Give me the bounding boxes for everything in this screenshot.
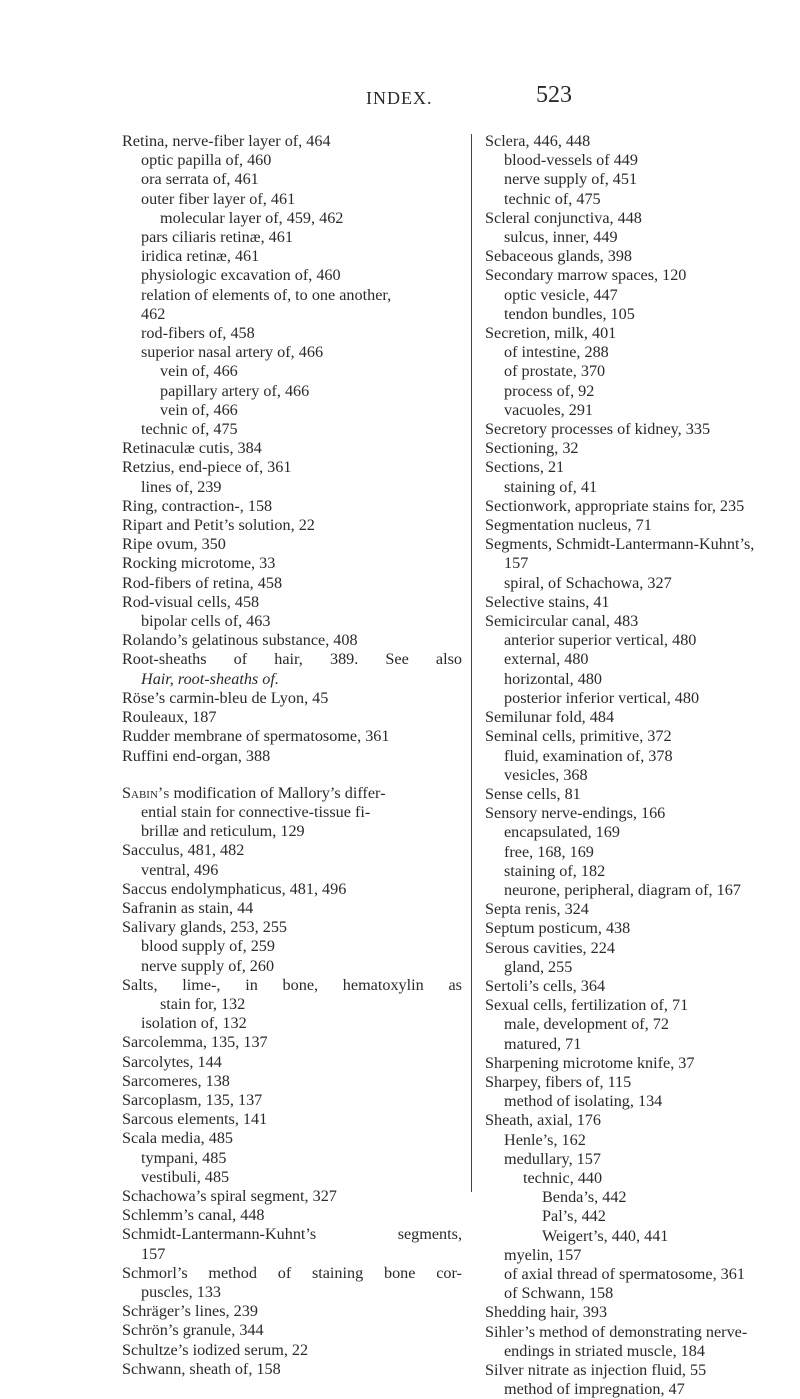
index-subentry: lines of, 239 <box>141 477 222 496</box>
index-subentry: of prostate, 370 <box>504 362 606 381</box>
index-entry: Sertoli’s cells, 364 <box>485 976 606 995</box>
index-subentry: of axial thread of spermatosome, 361 <box>504 1264 745 1283</box>
index-entry: Sarcolemma, 135, 137 <box>122 1033 268 1052</box>
index-entry: Schräger’s lines, 239 <box>122 1302 258 1321</box>
word: in <box>245 975 258 994</box>
index-subentry: isolation of, 132 <box>141 1014 247 1033</box>
index-entry <box>122 1264 462 1283</box>
index-entry: Sharpening microtome knife, 37 <box>485 1053 695 1072</box>
index-subentry: myelin, 157 <box>504 1245 582 1264</box>
index-subentry: free, 168, 169 <box>504 842 594 861</box>
index-entry: Ruffini end-organ, 388 <box>122 746 271 765</box>
index-entry: Secretory processes of kidney, 335 <box>485 420 711 439</box>
index-subentry: Weigert’s, 440, 441 <box>542 1226 669 1245</box>
index-entry: Semicircular canal, 483 <box>485 612 639 631</box>
index-subentry: gland, 255 <box>504 957 573 976</box>
index-subentry: 157 <box>504 554 529 573</box>
index-entry: Sarcomeres, 138 <box>122 1071 230 1090</box>
index-subentry: fluid, examination of, 378 <box>504 746 673 765</box>
index-subentry: ora serrata of, 461 <box>141 170 259 189</box>
column-divider <box>471 134 472 1192</box>
index-subentry: nerve supply of, 451 <box>504 170 638 189</box>
word: of <box>277 1263 292 1282</box>
index-entry: Scala media, 485 <box>122 1129 234 1148</box>
index-subentry: 462 <box>141 304 166 323</box>
index-subentry: blood supply of, 259 <box>141 937 275 956</box>
index-entry: Sensory nerve-endings, 166 <box>485 804 666 823</box>
index-subentry: blood-vessels of 449 <box>504 151 638 170</box>
word: staining <box>311 1263 364 1282</box>
index-subentry: relation of elements of, to one another, <box>141 285 392 304</box>
index-column-left <box>122 132 462 1379</box>
page-header <box>0 82 800 116</box>
index-entry: Sheath, axial, 176 <box>485 1111 601 1130</box>
index-subentry: vestibuli, 485 <box>141 1167 230 1186</box>
index-entry: Ripe ovum, 350 <box>122 535 226 554</box>
index-entry: Sacculus, 481, 482 <box>122 841 245 860</box>
section-gap <box>122 766 462 784</box>
index-entry: Retinaculæ cutis, 384 <box>122 439 262 458</box>
index-subentry: brillæ and reticulum, 129 <box>141 822 305 841</box>
word: bone <box>383 1263 416 1282</box>
index-entry: Sections, 21 <box>485 458 565 477</box>
index-column-right <box>485 132 800 1399</box>
index-entry: Sectionwork, appropriate stains for, 235 <box>485 496 745 515</box>
index-subentry: of Schwann, 158 <box>504 1284 614 1303</box>
index-entry: Rocking microtome, 33 <box>122 554 276 573</box>
index-subentry: vein of, 466 <box>160 400 238 419</box>
index-subentry: technic of, 475 <box>141 420 238 439</box>
index-entry: Sabin’s modification of Mallory’s differ- <box>122 783 386 802</box>
page-number: 523 <box>536 82 572 108</box>
index-subentry: papillary artery of, 466 <box>160 381 310 400</box>
word: Root-sheaths <box>122 650 207 669</box>
index-subentry: sulcus, inner, 449 <box>504 228 618 247</box>
index-subentry: outer fiber layer of, 461 <box>141 189 296 208</box>
index-entry: Shedding hair, 393 <box>485 1303 608 1322</box>
index-entry: Scleral conjunctiva, 448 <box>485 208 642 227</box>
index-subentry: medullary, 157 <box>504 1149 601 1168</box>
index-subentry: posterior inferior vertical, 480 <box>504 688 700 707</box>
index-entry: Semilunar fold, 484 <box>485 708 615 727</box>
word: of <box>233 650 248 669</box>
index-entry: Sihler’s method of demonstrating nerve- <box>485 1322 748 1341</box>
index-entry: Ripart and Petit’s solution, 22 <box>122 516 315 535</box>
index-entry: Retina, nerve-fiber layer of, 464 <box>122 132 331 150</box>
index-entry: Schrön’s granule, 344 <box>122 1321 264 1340</box>
index-subentry: technic, 440 <box>523 1168 603 1187</box>
index-subentry: 157 <box>141 1244 166 1263</box>
word: 389. <box>329 650 359 669</box>
index-subentry: physiologic excavation of, 460 <box>141 266 341 285</box>
index-entry: Salivary glands, 253, 255 <box>122 918 288 937</box>
index-subentry: superior nasal artery of, 466 <box>141 343 324 362</box>
running-title: INDEX. <box>366 88 433 108</box>
index-entry: Röse’s carmin-bleu de Lyon, 45 <box>122 688 329 707</box>
index-subentry: optic papilla of, 460 <box>141 151 272 170</box>
index-subentry: nerve supply of, 260 <box>141 956 275 975</box>
index-subentry: method of isolating, 134 <box>504 1092 663 1111</box>
word: lime-, <box>182 975 221 994</box>
word: Schmorl’s <box>122 1263 188 1282</box>
index-subentry: method of impregnation, 47 <box>504 1380 685 1399</box>
index-entry: Silver nitrate as injection fluid, 55 <box>485 1361 707 1379</box>
word: hair, <box>274 650 303 669</box>
index-subentry: endings in striated muscle, 184 <box>504 1341 705 1360</box>
index-entry: Sense cells, 81 <box>485 784 581 803</box>
word: bone, <box>282 975 319 994</box>
index-subentry: horizontal, 480 <box>504 669 603 688</box>
word: segments, <box>397 1225 462 1244</box>
index-entry: Rudder membrane of spermatosome, 361 <box>122 727 390 746</box>
index-entry: Segmentation nucleus, 71 <box>485 516 652 535</box>
index-entry: Schlemm’s canal, 448 <box>122 1206 265 1225</box>
index-subentry: iridica retinæ, 461 <box>141 247 260 266</box>
index-entry: Retzius, end-piece of, 361 <box>122 458 292 477</box>
index-entry: Septum posticum, 438 <box>485 919 631 938</box>
index-entry: Sclera, 446, 448 <box>485 132 591 150</box>
index-entry: Schachowa’s spiral segment, 327 <box>122 1186 337 1205</box>
index-entry: Safranin as stain, 44 <box>122 898 254 917</box>
index-subentry: spiral, of Schachowa, 327 <box>504 573 672 592</box>
index-subentry: molecular layer of, 459, 462 <box>160 208 344 227</box>
index-subentry: male, development of, 72 <box>504 1015 669 1034</box>
index-subentry: staining of, 41 <box>504 477 598 496</box>
word: hematoxylin <box>342 975 424 994</box>
index-subentry: ential stain for connective-tissue fi- <box>141 802 371 821</box>
lead-word: Sabin’s <box>122 783 170 802</box>
index-subentry: Pal’s, 442 <box>542 1207 606 1226</box>
index-entry: Segments, Schmidt-Lantermann-Kuhnt’s, <box>485 535 755 554</box>
index-entry <box>122 976 462 995</box>
index-entry: Septa renis, 324 <box>485 900 589 919</box>
index-entry: Schultze’s iodized serum, 22 <box>122 1340 309 1359</box>
index-subentry: staining of, 182 <box>504 861 606 880</box>
index-entry: Sectioning, 32 <box>485 439 579 458</box>
index-subentry: vacuoles, 291 <box>504 400 594 419</box>
index-entry: Sharpey, fibers of, 115 <box>485 1072 632 1091</box>
index-entry: Rolando’s gelatinous substance, 408 <box>122 631 358 650</box>
index-entry: Serous cavities, 224 <box>485 938 615 957</box>
word: See <box>385 650 409 669</box>
index-subentry: puscles, 133 <box>141 1282 222 1301</box>
index-subentry: vesicles, 368 <box>504 765 588 784</box>
index-subentry: ventral, 496 <box>141 860 219 879</box>
index-entry: Ring, contraction-, 158 <box>122 496 273 515</box>
word: cor- <box>436 1263 462 1282</box>
index-subentry: anterior superior vertical, 480 <box>504 631 697 650</box>
index-entry <box>122 1225 462 1244</box>
index-subentry: matured, 71 <box>504 1034 582 1053</box>
index-subentry: Hair, root-sheaths of. <box>141 669 279 688</box>
index-subentry: process of, 92 <box>504 381 595 400</box>
index-entry <box>122 650 462 669</box>
index-subentry: pars ciliaris retinæ, 461 <box>141 228 293 247</box>
index-subentry: neurone, peripheral, diagram of, 167 <box>504 880 741 899</box>
word: Salts, <box>122 975 158 994</box>
index-entry: Secretion, milk, 401 <box>485 324 617 343</box>
index-entry: Sarcous elements, 141 <box>122 1110 268 1129</box>
index-subentry: optic vesicle, 447 <box>504 285 618 304</box>
word: also <box>435 650 462 669</box>
index-entry: Sarcoplasm, 135, 137 <box>122 1090 263 1109</box>
index-entry: Schwann, sheath of, 158 <box>122 1359 281 1378</box>
index-subentry: external, 480 <box>504 650 589 669</box>
index-entry: Secondary marrow spaces, 120 <box>485 266 687 285</box>
index-subentry: Benda’s, 442 <box>542 1188 627 1207</box>
word: Schmidt-Lantermann-Kuhnt’s <box>122 1225 317 1244</box>
index-subentry: stain for, 132 <box>160 994 246 1013</box>
index-entry: Sexual cells, fertilization of, 71 <box>485 996 689 1015</box>
index-subentry: of intestine, 288 <box>504 343 609 362</box>
index-entry: Selective stains, 41 <box>485 592 610 611</box>
index-subentry: tympani, 485 <box>141 1148 227 1167</box>
index-entry: Rod-visual cells, 458 <box>122 592 260 611</box>
index-subentry: rod-fibers of, 458 <box>141 324 255 343</box>
index-subentry: tendon bundles, 105 <box>504 304 635 323</box>
word: method <box>208 1263 257 1282</box>
index-subentry: Henle’s, 162 <box>504 1130 586 1149</box>
index-entry: Saccus endolymphaticus, 481, 496 <box>122 879 347 898</box>
index-entry: Sebaceous glands, 398 <box>485 247 633 266</box>
index-entry: Rouleaux, 187 <box>122 708 217 727</box>
index-subentry: technic of, 475 <box>504 189 601 208</box>
index-entry: Seminal cells, primitive, 372 <box>485 727 672 746</box>
index-subentry: encapsulated, 169 <box>504 823 620 842</box>
index-entry: Rod-fibers of retina, 458 <box>122 573 283 592</box>
word: as <box>448 975 462 994</box>
index-subentry: bipolar cells of, 463 <box>141 612 271 631</box>
index-entry: Sarcolytes, 144 <box>122 1052 222 1071</box>
index-subentry: vein of, 466 <box>160 362 238 381</box>
